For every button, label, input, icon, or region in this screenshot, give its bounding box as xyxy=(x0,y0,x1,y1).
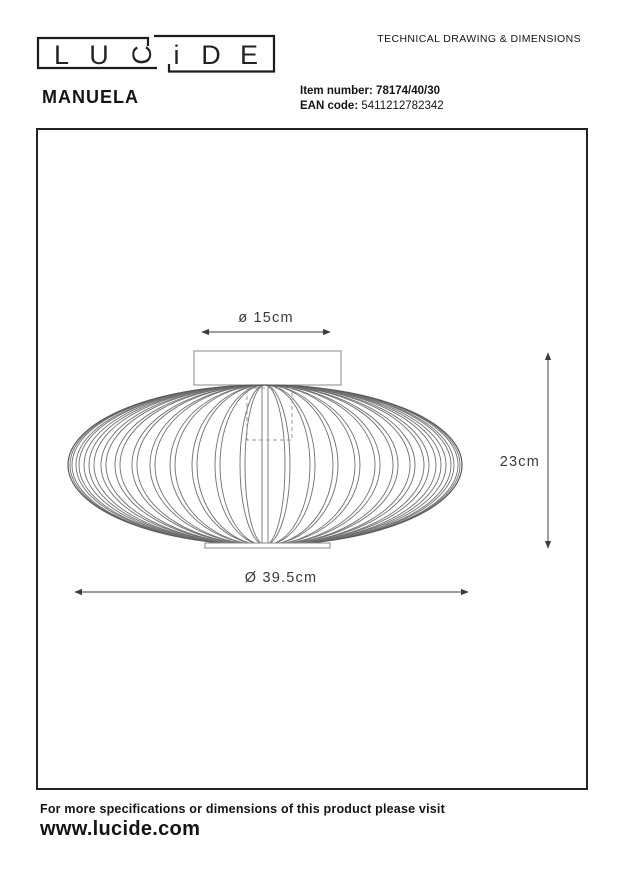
technical-drawing-frame xyxy=(36,128,588,790)
item-number-row xyxy=(300,84,444,99)
ceiling-mount-plate xyxy=(194,351,341,385)
lamp-technical-drawing xyxy=(38,130,586,788)
dimension-top-label: ø 15cm xyxy=(238,310,294,326)
document-type-title: TECHNICAL DRAWING & DIMENSIONS xyxy=(377,33,581,45)
dimension-top xyxy=(202,310,330,332)
dimension-height xyxy=(500,353,548,548)
ean-code-value: 5411212782342 xyxy=(361,100,444,112)
dimension-bottom-label: Ø 39.5cm xyxy=(244,570,318,586)
logo-letter-u: U xyxy=(89,40,109,70)
lamp-ribs xyxy=(70,385,460,545)
logo-letter-e: E xyxy=(239,40,259,70)
footer-note: For more specifications or dimensions of this product please visit xyxy=(40,802,445,816)
ean-code-row xyxy=(300,99,444,114)
logo-letter-i: i xyxy=(173,40,180,70)
product-name: MANUELA xyxy=(42,87,139,107)
item-number-label: Item number: xyxy=(300,85,373,97)
ean-code-label: EAN code: xyxy=(300,100,359,112)
dimension-height-label: 23cm xyxy=(499,454,540,470)
footer-website: www.lucide.com xyxy=(40,818,201,840)
product-codes xyxy=(300,84,444,114)
item-number-value: 78174/40/30 xyxy=(376,85,440,97)
logo-letter-l: L xyxy=(53,40,70,70)
logo-letter-d: D xyxy=(201,40,221,70)
lucide-logo xyxy=(36,32,276,74)
logo-letters xyxy=(54,40,258,70)
socket-hidden-outline xyxy=(247,388,292,440)
logo-letter-c: C xyxy=(127,45,157,65)
bottom-ring-plate xyxy=(205,543,330,548)
dimension-bottom xyxy=(75,570,468,592)
